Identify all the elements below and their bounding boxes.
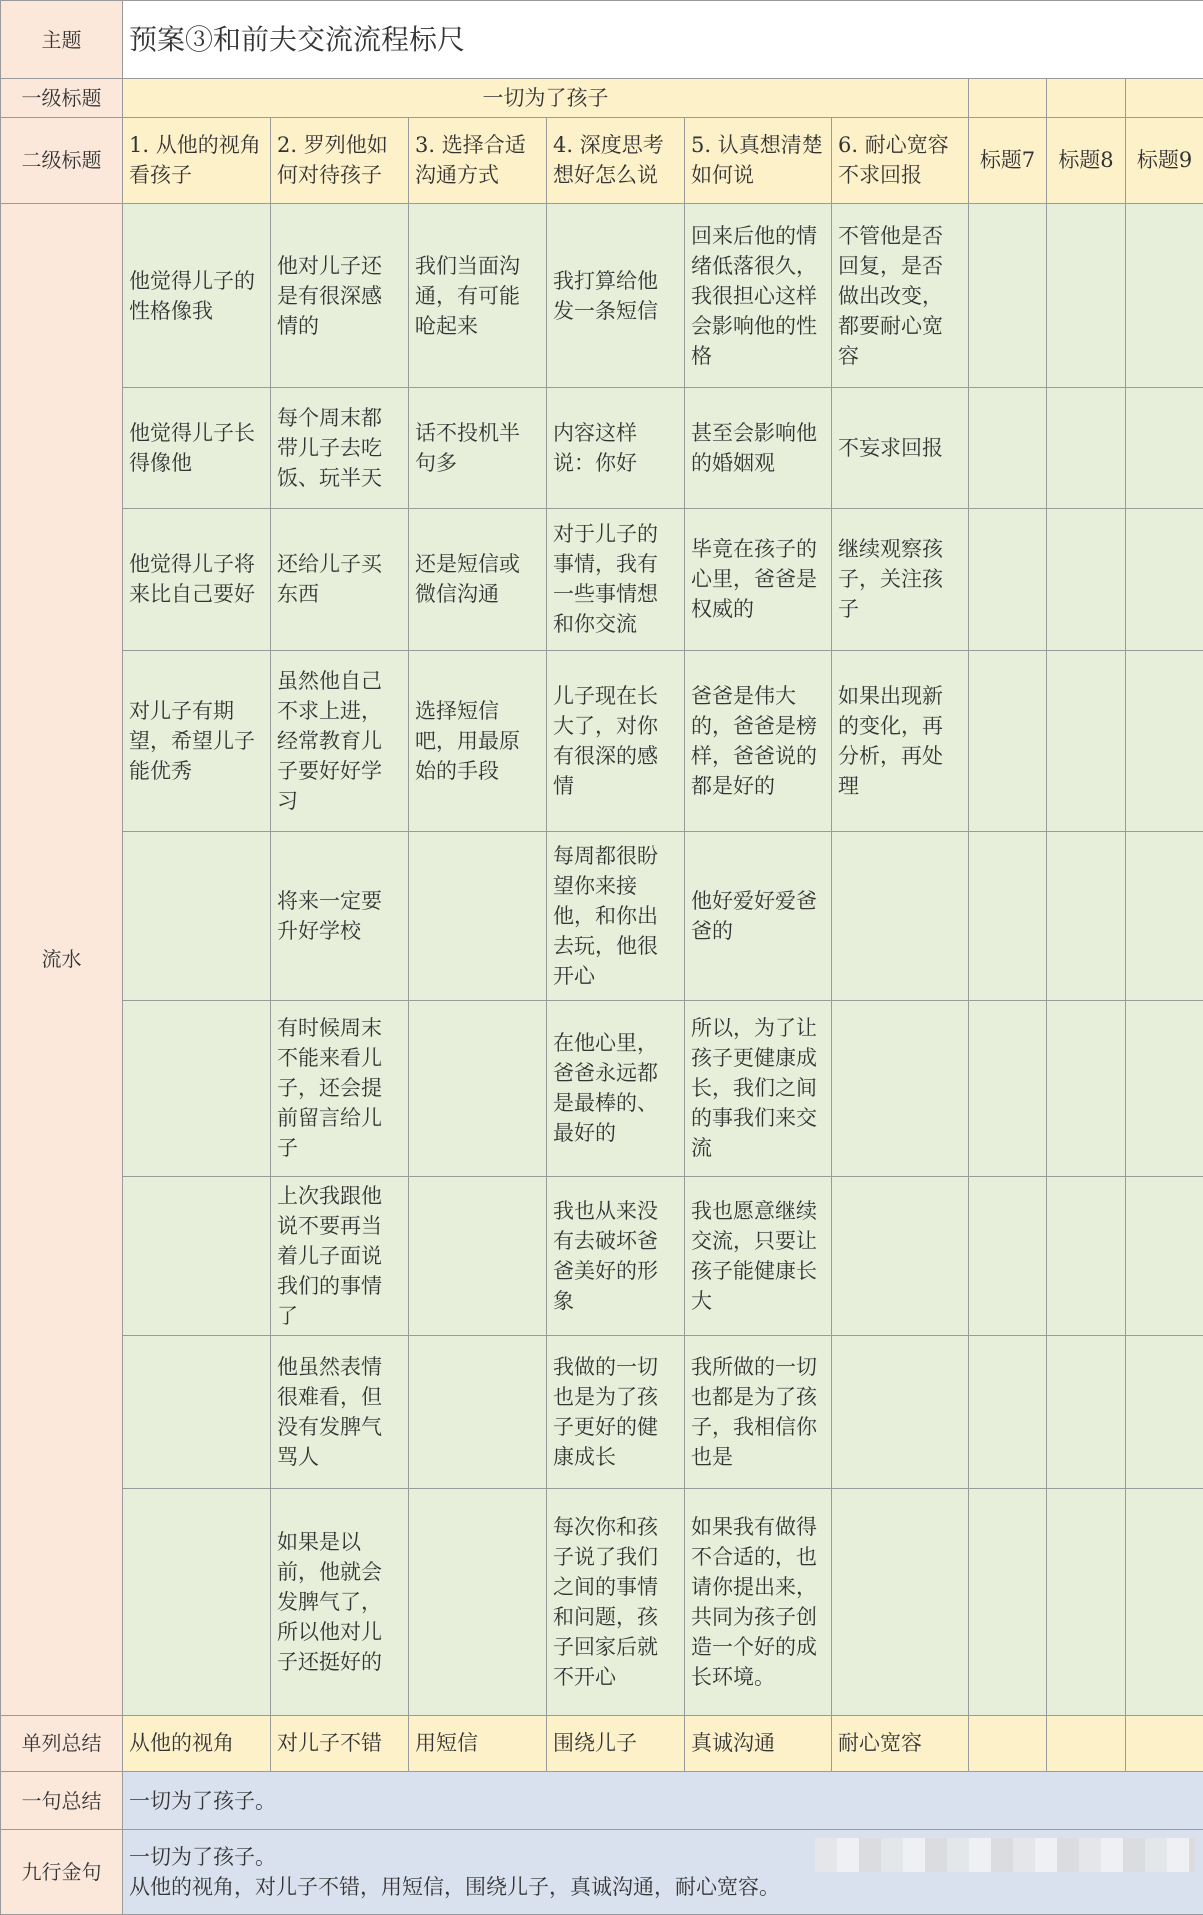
level1-label: 一级标题	[1, 79, 123, 117]
flow-cell	[1126, 388, 1203, 509]
topic-row	[1, 1, 1203, 79]
flow-cell: 上次我跟他说不要再当着儿子面说我们的事情了	[271, 1176, 409, 1335]
flow-cell	[1047, 204, 1126, 388]
flow-cell	[1126, 1176, 1203, 1335]
page-title: 预案③和前夫交流流程标尺	[123, 1, 1203, 79]
flow-row	[1, 388, 1203, 509]
flow-cell: 对于儿子的事情，我有一些事情想和你交流	[547, 508, 685, 650]
level2-heading-3: 3. 选择合适沟通方式	[409, 117, 547, 203]
nine-line-label: 九行金句	[1, 1830, 123, 1915]
flow-cell	[1126, 650, 1203, 831]
level2-heading-1: 1. 从他的视角看孩子	[123, 117, 271, 203]
flow-row	[1, 650, 1203, 831]
flow-cell	[409, 1489, 547, 1715]
level2-label: 二级标题	[1, 117, 123, 203]
flow-cell: 爸爸是伟大的，爸爸是榜样，爸爸说的都是好的	[685, 650, 832, 831]
flow-cell: 话不投机半句多	[409, 388, 547, 509]
flow-cell: 他觉得儿子将来比自己要好	[123, 508, 271, 650]
flow-cell	[969, 1489, 1047, 1715]
flow-cell	[409, 1000, 547, 1176]
flow-cell	[1047, 388, 1126, 509]
column-summary-cell	[969, 1715, 1047, 1771]
flow-cell	[969, 388, 1047, 509]
flow-cell: 他对儿子还是有很深感情的	[271, 204, 409, 388]
column-summary-cell	[1126, 1715, 1203, 1771]
column-summary-cell: 对儿子不错	[271, 1715, 409, 1771]
sentence-summary-label: 一句总结	[1, 1772, 123, 1830]
flow-cell: 儿子现在长大了，对你有很深的感情	[547, 650, 685, 831]
flow-cell	[1126, 204, 1203, 388]
flow-cell: 还是短信或微信沟通	[409, 508, 547, 650]
flow-row	[1, 1489, 1203, 1715]
flow-cell: 如果是以前，他就会发脾气了，所以他对儿子还挺好的	[271, 1489, 409, 1715]
empty-cell	[969, 79, 1047, 117]
flow-cell: 他觉得儿子长得像他	[123, 388, 271, 509]
flow-cell: 我做的一切也是为了孩子更好的健康成长	[547, 1335, 685, 1489]
flow-cell	[123, 1489, 271, 1715]
flow-cell: 他好爱好爱爸爸的	[685, 831, 832, 1000]
flow-cell: 每次你和孩子说了我们之间的事情和问题，孩子回家后就不开心	[547, 1489, 685, 1715]
flow-cell: 有时候周末不能来看儿子，还会提前留言给儿子	[271, 1000, 409, 1176]
flow-cell	[1047, 1489, 1126, 1715]
column-summary-cell: 从他的视角	[123, 1715, 271, 1771]
flow-cell	[1047, 1176, 1126, 1335]
sentence-summary-row	[1, 1772, 1203, 1830]
flow-cell	[409, 1176, 547, 1335]
flow-row	[1, 508, 1203, 650]
level2-heading-6: 6. 耐心宽容不求回报	[832, 117, 969, 203]
level2-row	[1, 117, 1203, 203]
flow-cell: 如果我有做得不合适的，也请你提出来，共同为孩子创造一个好的成长环境。	[685, 1489, 832, 1715]
flow-cell: 对儿子有期望，希望儿子能优秀	[123, 650, 271, 831]
level2-heading-4: 4. 深度思考想好怎么说	[547, 117, 685, 203]
flow-row	[1, 1335, 1203, 1489]
flow-cell	[123, 1176, 271, 1335]
column-summary-cell: 围绕儿子	[547, 1715, 685, 1771]
flow-label: 流水	[1, 204, 123, 1716]
column-summary-row	[1, 1715, 1203, 1771]
flow-cell: 他觉得儿子的性格像我	[123, 204, 271, 388]
flow-row	[1, 831, 1203, 1000]
flow-cell: 我打算给他发一条短信	[547, 204, 685, 388]
flow-cell	[832, 831, 969, 1000]
flow-cell: 内容这样说：你好	[547, 388, 685, 509]
flow-cell	[1047, 1335, 1126, 1489]
flow-cell	[832, 1176, 969, 1335]
level2-heading-8: 标题8	[1047, 117, 1126, 203]
flow-cell: 我们当面沟通，有可能呛起来	[409, 204, 547, 388]
empty-cell	[1126, 79, 1203, 117]
column-summary-cell: 用短信	[409, 1715, 547, 1771]
flow-cell	[969, 508, 1047, 650]
flow-cell: 每周都很盼望你来接他，和你出去玩，他很开心	[547, 831, 685, 1000]
flow-cell	[1126, 508, 1203, 650]
flow-cell	[832, 1489, 969, 1715]
flow-cell	[1047, 650, 1126, 831]
flow-cell: 将来一定要升好学校	[271, 831, 409, 1000]
flow-cell	[1126, 831, 1203, 1000]
flow-cell: 毕竟在孩子的心里，爸爸是权威的	[685, 508, 832, 650]
flow-cell	[969, 1176, 1047, 1335]
flow-cell: 不管他是否回复，是否做出改变，都要耐心宽容	[832, 204, 969, 388]
flow-cell: 还给儿子买东西	[271, 508, 409, 650]
flow-cell: 回来后他的情绪低落很久，我很担心这样会影响他的性格	[685, 204, 832, 388]
column-summary-cell	[1047, 1715, 1126, 1771]
flow-cell	[832, 1335, 969, 1489]
flow-cell	[1047, 831, 1126, 1000]
flow-cell: 不妄求回报	[832, 388, 969, 509]
flow-cell: 在他心里，爸爸永远都是最棒的、最好的	[547, 1000, 685, 1176]
flow-cell: 虽然他自己不求上进，经常教育儿子要好好学习	[271, 650, 409, 831]
level1-heading: 一切为了孩子	[123, 79, 969, 117]
flow-cell	[969, 1000, 1047, 1176]
flow-cell	[969, 1335, 1047, 1489]
level2-heading-5: 5. 认真想清楚如何说	[685, 117, 832, 203]
flow-cell	[969, 831, 1047, 1000]
nine-line-line2: 从他的视角，对儿子不错，用短信，围绕儿子，真诚沟通，耐心宽容。	[129, 1875, 780, 1900]
flow-cell	[1126, 1335, 1203, 1489]
flow-cell: 甚至会影响他的婚姻观	[685, 388, 832, 509]
flow-cell: 每个周末都带儿子去吃饭、玩半天	[271, 388, 409, 509]
flow-cell: 我也从来没有去破坏爸爸美好的形象	[547, 1176, 685, 1335]
flow-cell	[969, 204, 1047, 388]
flow-cell: 如果出现新的变化，再分析，再处理	[832, 650, 969, 831]
flow-cell	[1047, 508, 1126, 650]
flow-cell	[123, 1000, 271, 1176]
flow-cell	[832, 1000, 969, 1176]
sentence-summary-text: 一切为了孩子。	[123, 1772, 1203, 1830]
level2-heading-2: 2. 罗列他如何对待孩子	[271, 117, 409, 203]
flow-cell: 我也愿意继续交流，只要让孩子能健康长大	[685, 1176, 832, 1335]
topic-label: 主题	[1, 1, 123, 79]
flow-cell	[1126, 1489, 1203, 1715]
column-summary-cell: 真诚沟通	[685, 1715, 832, 1771]
flow-cell	[1126, 1000, 1203, 1176]
level2-heading-7: 标题7	[969, 117, 1047, 203]
empty-cell	[1047, 79, 1126, 117]
flow-cell	[969, 650, 1047, 831]
flow-row	[1, 1000, 1203, 1176]
flow-cell: 所以，为了让孩子更健康成长，我们之间的事我们来交流	[685, 1000, 832, 1176]
flow-cell: 继续观察孩子，关注孩子	[832, 508, 969, 650]
flow-cell: 我所做的一切也都是为了孩子，我相信你也是	[685, 1335, 832, 1489]
flow-cell: 他虽然表情很难看，但没有发脾气骂人	[271, 1335, 409, 1489]
flow-cell	[409, 1335, 547, 1489]
flow-cell	[123, 1335, 271, 1489]
level1-row	[1, 79, 1203, 117]
flow-cell	[1047, 1000, 1126, 1176]
column-summary-cell: 耐心宽容	[832, 1715, 969, 1771]
column-summary-label: 单列总结	[1, 1715, 123, 1771]
flow-cell	[409, 831, 547, 1000]
flow-cell	[123, 831, 271, 1000]
blurred-watermark	[815, 1838, 1195, 1872]
flow-cell: 选择短信吧，用最原始的手段	[409, 650, 547, 831]
flow-row	[1, 204, 1203, 388]
flow-row	[1, 1176, 1203, 1335]
level2-heading-9: 标题9	[1126, 117, 1203, 203]
nine-line-line1: 一切为了孩子。	[129, 1845, 276, 1870]
